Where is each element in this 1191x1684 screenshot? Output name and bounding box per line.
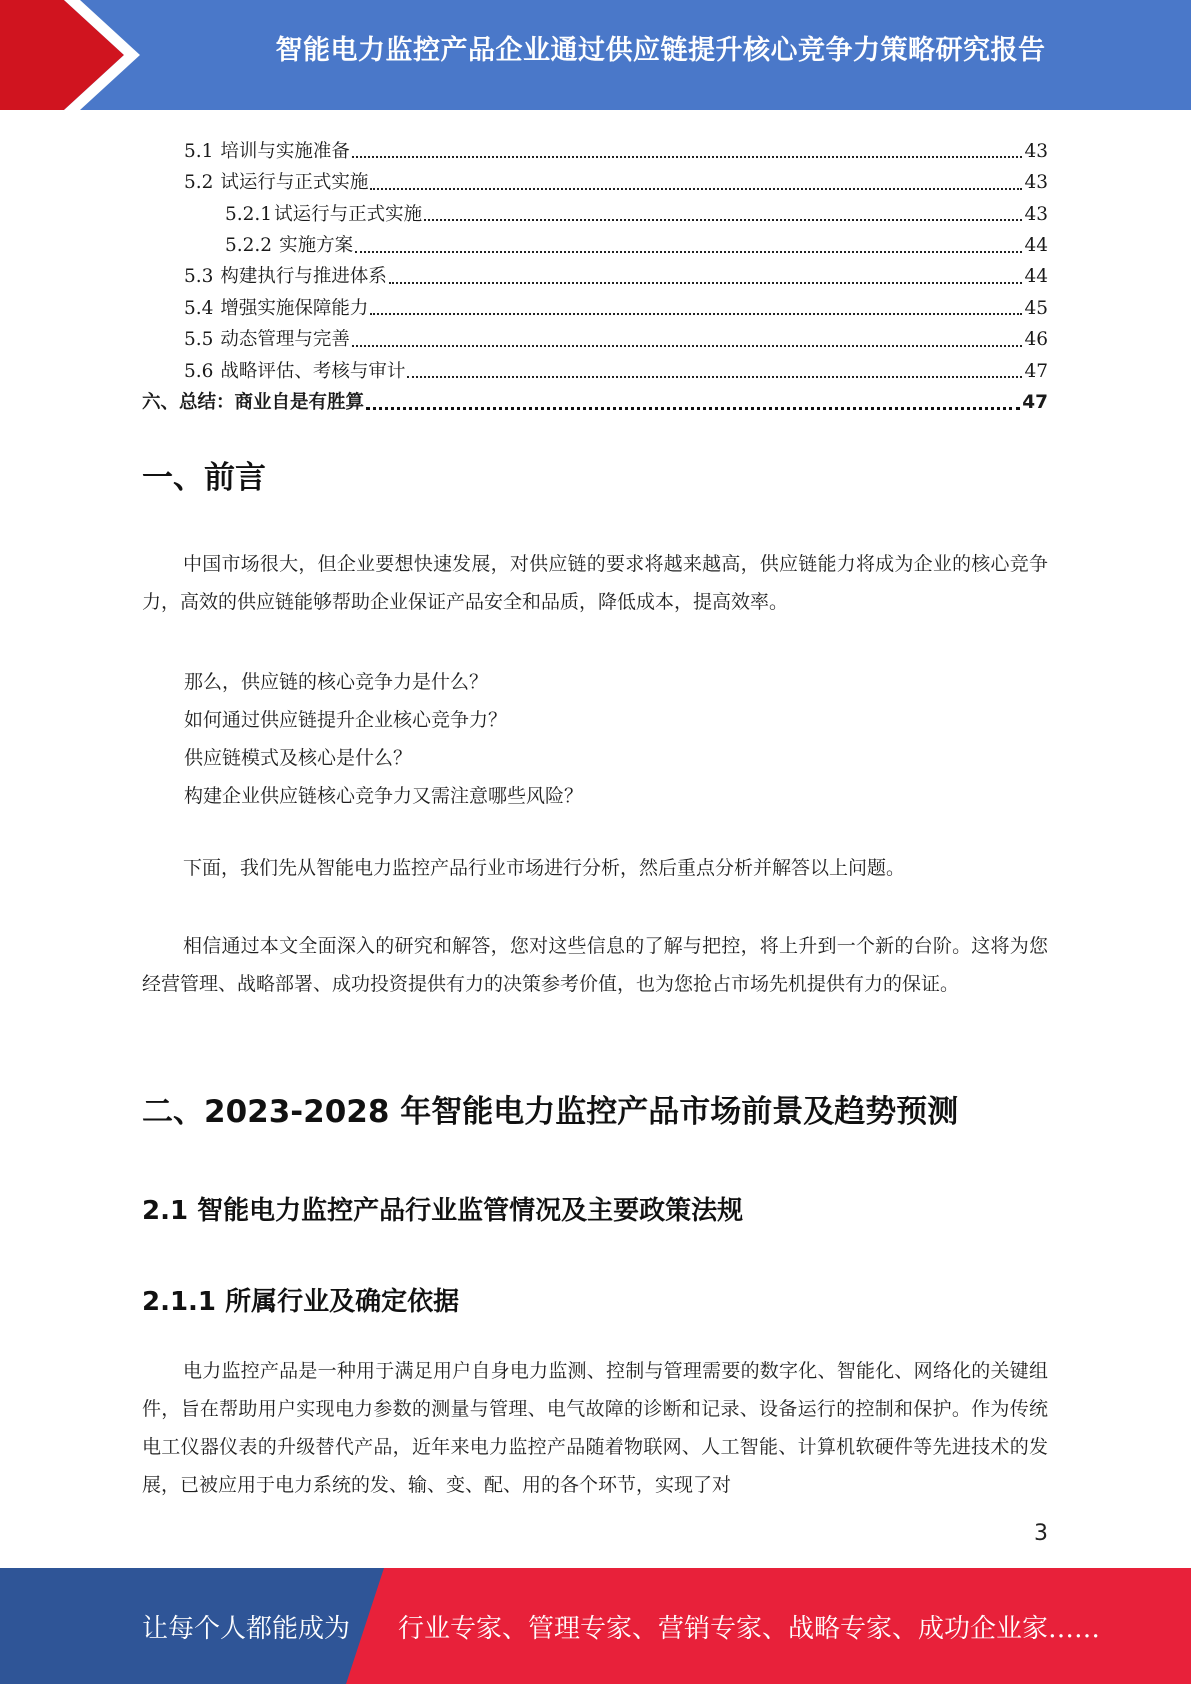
page-footer (0, 1568, 1191, 1684)
toc-page: 47 (1024, 360, 1048, 382)
toc-leader (355, 251, 1022, 253)
toc-number: 5.1 (184, 140, 214, 162)
page-header (0, 0, 1191, 110)
section-heading-preface: 一、前言 (142, 460, 266, 496)
toc-entry[interactable] (142, 256, 1048, 287)
toc-title: 总结：商业自是有胜算 (179, 392, 365, 414)
toc-entry[interactable] (142, 130, 1048, 161)
question-line: 构建企业供应链核心竞争力又需注意哪些风险？ (184, 785, 584, 807)
header-arrow-decoration (0, 0, 160, 110)
toc-page: 43 (1024, 172, 1048, 194)
toc-number: 5.2 (184, 172, 214, 194)
toc-leader (366, 407, 1020, 410)
toc-title: 试运行与正式实施 (274, 203, 423, 225)
toc-title: 构建执行与推进体系 (220, 266, 387, 288)
toc-number: 5.3 (184, 266, 214, 288)
question-line: 供应链模式及核心是什么？ (184, 747, 413, 769)
toc-leader (389, 282, 1023, 284)
toc-leader (370, 313, 1022, 315)
page-number: 3 (1034, 1521, 1048, 1546)
toc-title: 动态管理与完善 (220, 329, 350, 351)
preface-paragraph-1: 中国市场很大，但企业要想快速发展，对供应链的要求将越来越高，供应链能力将成为企业的核心竞争力，高效的供应链能够帮助企业保证产品安全和品质，降低成本，提高效率。 (142, 553, 1048, 613)
footer-slogan-left: 让每个人都能成为 (142, 1614, 351, 1644)
toc-entry[interactable] (142, 193, 1048, 224)
chapter-heading-2: 二、2023-2028 年智能电力监控产品市场前景及趋势预测 (142, 1094, 959, 1130)
toc-leader (370, 188, 1022, 190)
toc-title: 战略评估、考核与审计 (220, 360, 406, 382)
toc-page: 46 (1024, 329, 1048, 351)
toc-page: 45 (1024, 297, 1048, 319)
toc-leader (424, 219, 1022, 221)
toc-page: 44 (1024, 235, 1048, 257)
preface-paragraph-3: 相信通过本文全面深入的研究和解答，您对这些信息的了解与把控，将上升到一个新的台阶。这将为您经营管理、战略部署、成功投资提供有力的决策参考价值，也为您抢占市场先机提供有力的保证。 (142, 935, 1048, 995)
toc-page: 43 (1024, 140, 1048, 162)
toc-entry[interactable] (142, 161, 1048, 192)
toc-entry-chapter[interactable] (142, 381, 1048, 412)
toc-title: 实施方案 (279, 235, 354, 257)
toc-leader (352, 156, 1023, 158)
toc-number: 5.6 (184, 360, 214, 382)
toc-page: 43 (1024, 203, 1048, 225)
toc-title: 培训与实施准备 (220, 140, 350, 162)
section-heading-2-1-1: 2.1.1 所属行业及确定依据 (142, 1287, 460, 1317)
report-title: 智能电力监控产品企业通过供应链提升核心竞争力策略研究报告 (275, 35, 1046, 66)
toc-number: 六、 (142, 392, 180, 414)
question-line: 那么，供应链的核心竞争力是什么？ (184, 671, 489, 693)
toc-number: 5.2.2 (225, 235, 273, 257)
section-heading-2-1: 2.1 智能电力监控产品行业监管情况及主要政策法规 (142, 1196, 744, 1226)
toc-leader (352, 345, 1023, 347)
toc-entry[interactable] (142, 318, 1048, 349)
table-of-contents (142, 130, 1048, 413)
toc-number: 5.2.1 (225, 203, 273, 225)
toc-entry[interactable] (142, 224, 1048, 255)
toc-title: 试运行与正式实施 (220, 172, 369, 194)
section-2-1-1-paragraph: 电力监控产品是一种用于满足用户自身电力监测、控制与管理需要的数字化、智能化、网络化的关键组件，旨在帮助用户实现电力参数的测量与管理、电气故障的诊断和记录、设备运行的控制和保护。作为传统电工仪器仪表的升级替代产品，近年来电力监控产品随着物联网、人工智能、计算机软硬件等先进技术的发展，已被应用于电力系统的发、输、变、配、用的各个环节，实现了对 (142, 1360, 1048, 1496)
toc-entry[interactable] (142, 287, 1048, 318)
question-line: 如何通过供应链提升企业核心竞争力？ (184, 709, 508, 731)
toc-entry[interactable] (142, 350, 1048, 381)
toc-title: 增强实施保障能力 (220, 297, 369, 319)
toc-page: 47 (1022, 392, 1048, 414)
footer-slogan-right: 行业专家、管理专家、营销专家、战略专家、成功企业家…… (398, 1614, 1101, 1644)
toc-number: 5.4 (184, 297, 214, 319)
toc-number: 5.5 (184, 329, 214, 351)
toc-leader (407, 376, 1022, 378)
preface-paragraph-2: 下面，我们先从智能电力监控产品行业市场进行分析，然后重点分析并解答以上问题。 (183, 857, 906, 879)
toc-page: 44 (1024, 266, 1048, 288)
